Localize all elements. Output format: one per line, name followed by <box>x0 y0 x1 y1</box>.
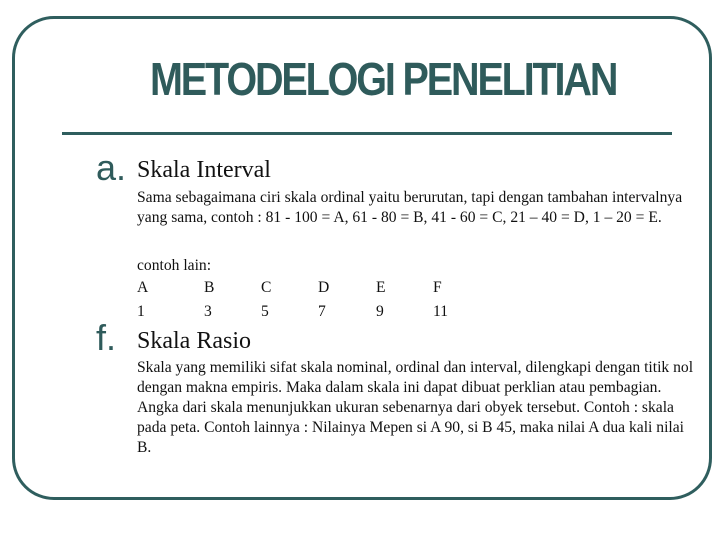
letter-cell: D <box>318 279 330 296</box>
number-cell: 11 <box>433 303 449 320</box>
section-f-heading: Skala Rasio <box>137 328 251 354</box>
section-a-marker: a. <box>96 147 127 188</box>
other-example-label: contoh lain: <box>137 257 212 274</box>
letter-cell: E <box>376 279 386 296</box>
section-a-paragraph: Sama sebagaimana ciri skala ordinal yaitu berurutan, tapi dengan tambahan intervalnya yang sama, contoh : 81 - 100 = A, 61 - 80 = B, 41 - 60 = C, 21 – 40 = D, 1 – 20 = E. <box>137 189 683 226</box>
letter-cell: F <box>433 279 442 296</box>
letter-cell: B <box>204 279 215 296</box>
letter-cell: C <box>261 279 272 296</box>
number-cell: 7 <box>318 303 326 320</box>
title-divider <box>62 132 672 135</box>
number-cell: 9 <box>376 303 384 320</box>
number-cell: 3 <box>204 303 212 320</box>
section-f-paragraph: Skala yang memiliki sifat skala nominal, ordinal dan interval, dilengkapi dengan titik nol dengan makna empiris. Maka dalam skala ini dapat dibuat perklian atau pembagian. Angka dari skala menunjukkan ukuran sebenarnya dari obyek tersebut. Contoh : skala pada peta. Contoh lainnya : Nilainya Mepen si A 90, si B 45, maka nilai A dua kali nilai B. <box>137 359 694 456</box>
letter-cell: A <box>137 279 149 296</box>
section-f-marker: f. <box>96 317 117 358</box>
slide-title: METODELOGI PENELITIAN <box>150 53 617 105</box>
section-a-heading: Skala Interval <box>137 157 271 183</box>
number-cell: 1 <box>137 303 145 320</box>
number-cell: 5 <box>261 303 269 320</box>
